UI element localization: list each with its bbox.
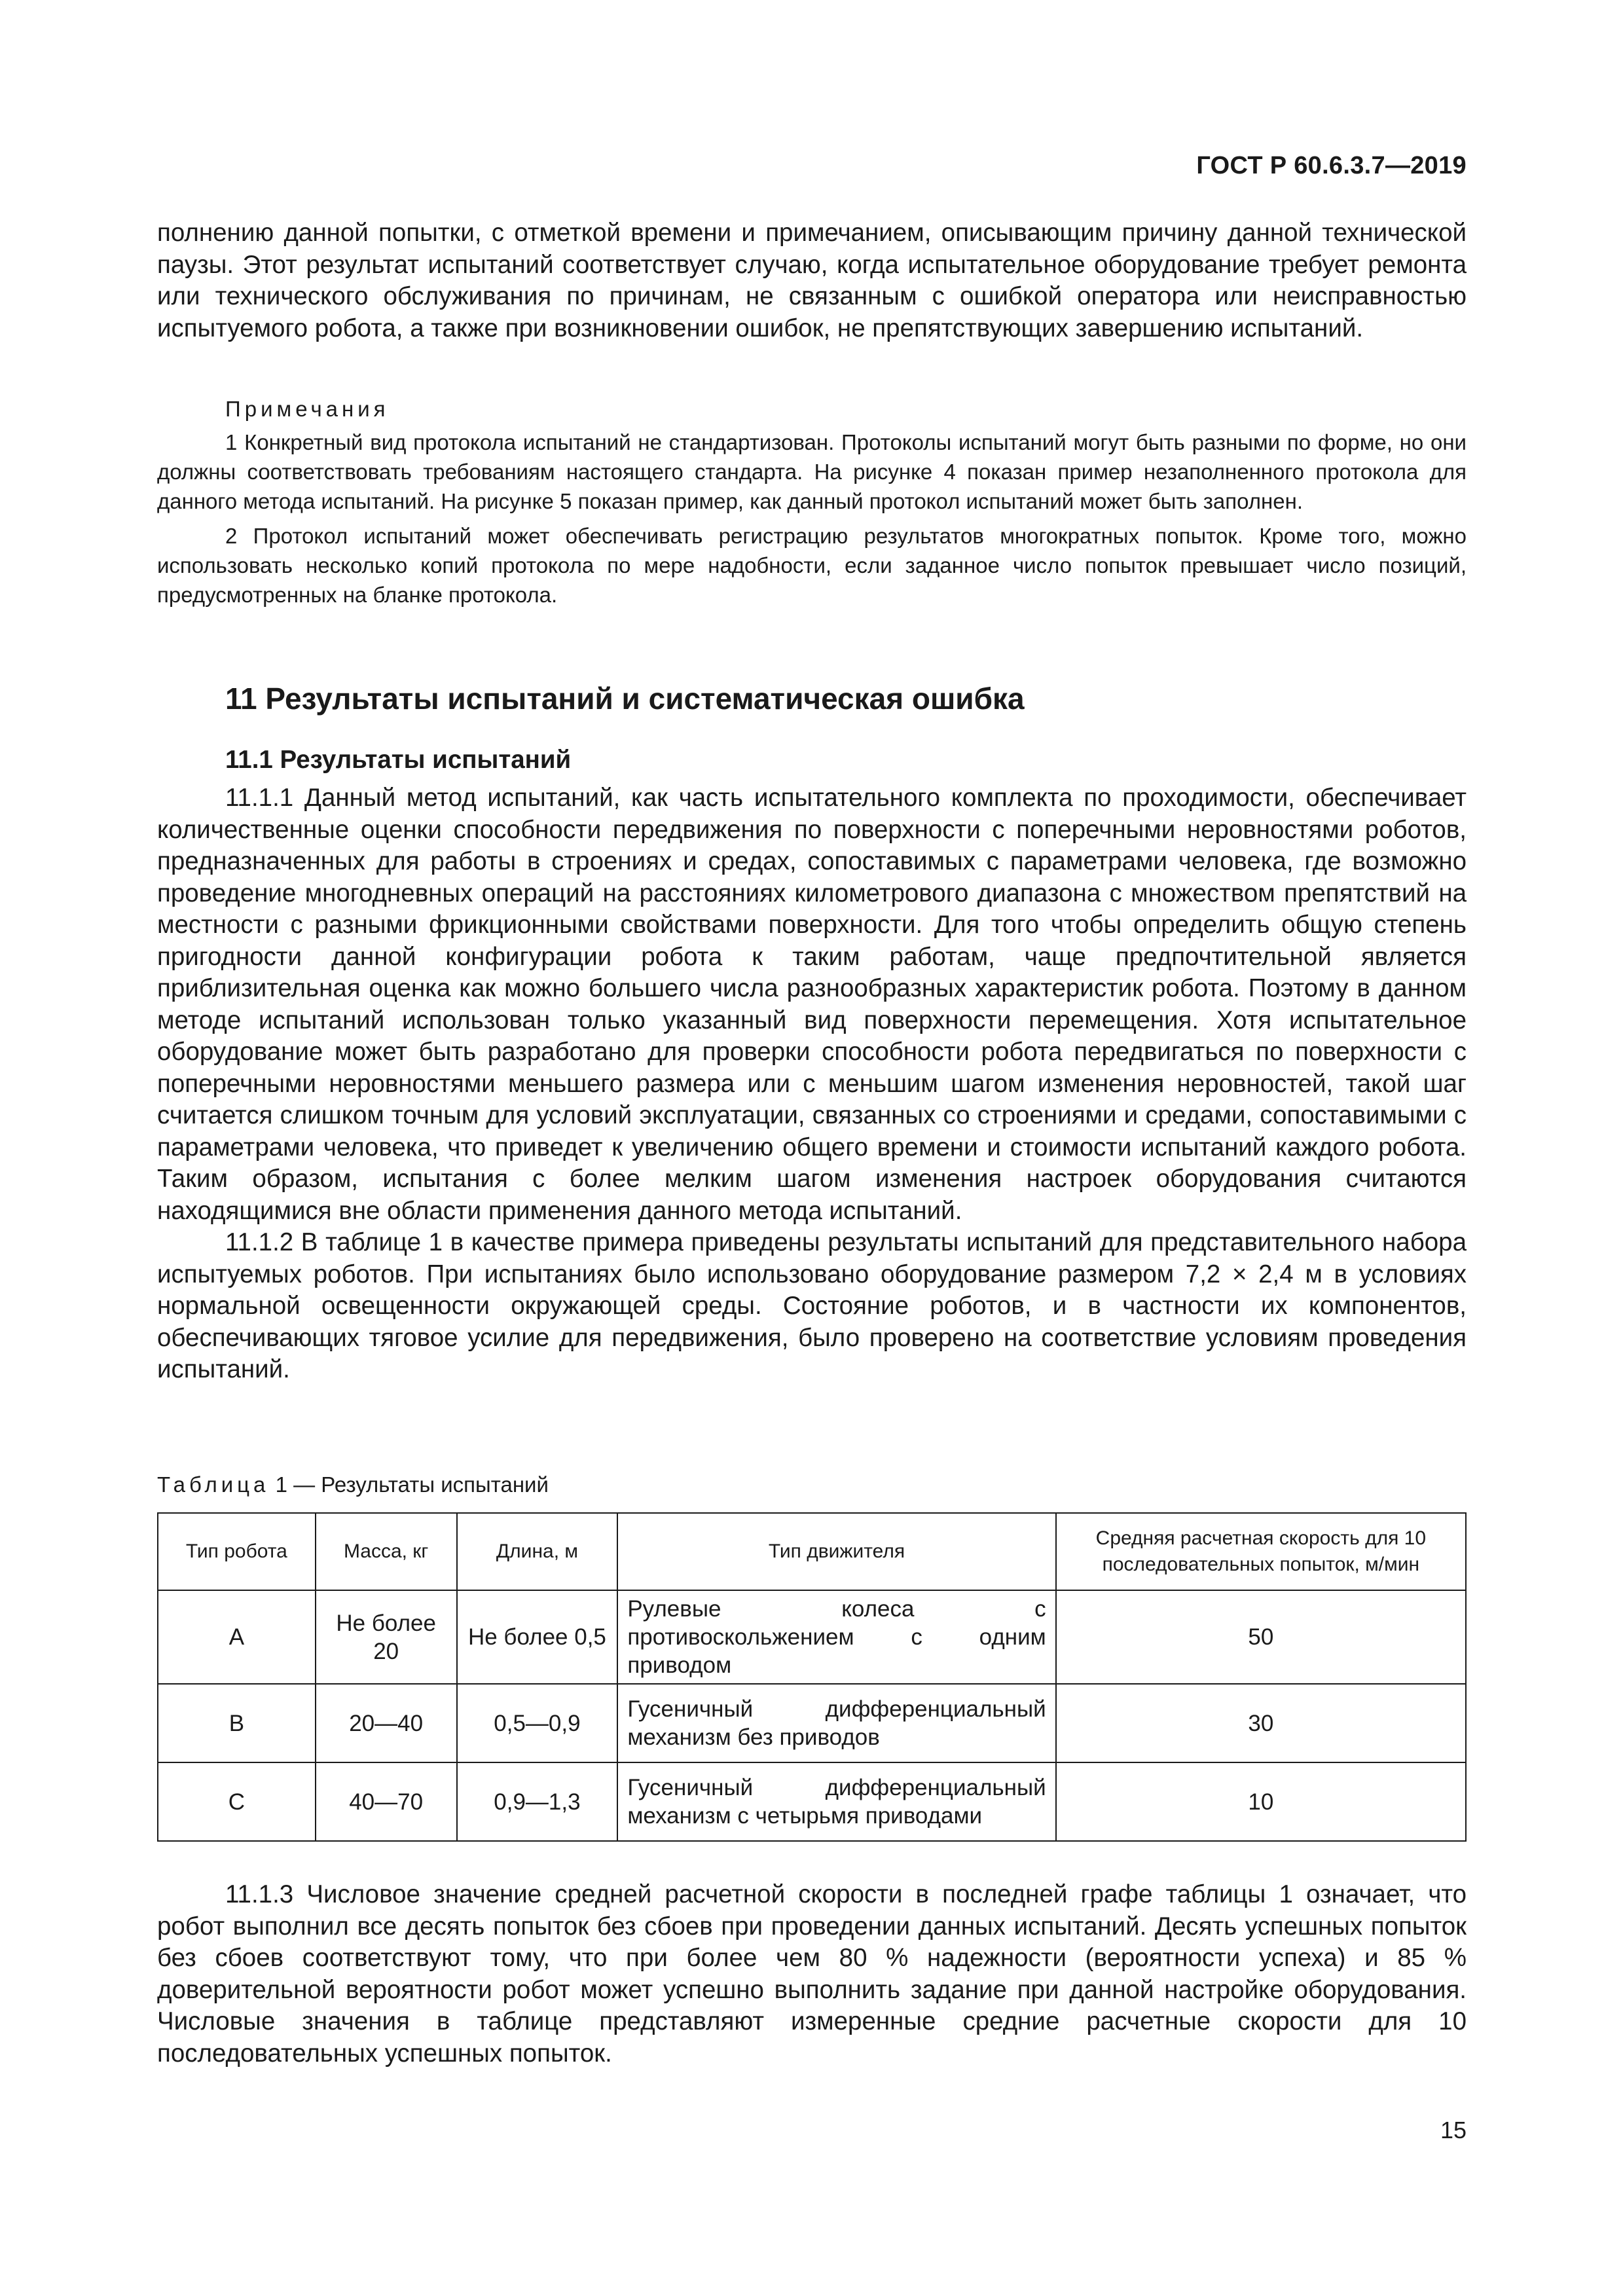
cell-robot-type: B: [158, 1684, 316, 1762]
header-length: Длина, м: [457, 1513, 618, 1590]
table-header-row: [158, 1513, 1466, 1590]
cell-length: Не более 0,5: [457, 1590, 618, 1684]
subsection-title: 11.1 Результаты испытаний: [225, 746, 572, 774]
header-average-speed: Средняя расчетная скорость для 10 последовательных попыток, м/мин: [1056, 1513, 1466, 1590]
paragraph-11-1-2: 11.1.2 В таблице 1 в качестве примера приведены результаты испытаний для представительного набора испытуемых роботов. При испытаниях было использовано оборудование размером 7,2 × 2,4 м в условиях нормальной освещенности окружающей среды. Состояние роботов, и в частности их компонентов, обеспечивающих тяговое усилие для передвижения, было проверено на соответствие условиям проведения испытаний.: [157, 1228, 1467, 1383]
cell-mass: 40—70: [316, 1762, 457, 1841]
cell-average-speed: 30: [1056, 1684, 1466, 1762]
notes-block: [157, 394, 1467, 610]
paragraph-11-1-3: 11.1.3 Числовое значение средней расчетной скорости в последней графе таблицы 1 означает, что робот выполнил все десять попыток без сбоев при проведении данных испытаний. Десять успешных попыток без сбоев соответствуют тому, что при более чем 80 % надежности (вероятности успеха) и 85 % доверительной вероятности робот может успешно выполнить задание при данной настройке оборудования. Числовые значения в таблице представляют измеренные средние расчетные скорости для 10 последовательных успешных попыток.: [157, 1880, 1467, 2068]
page-number: 15: [1440, 2117, 1467, 2143]
intro-paragraph: полнению данной попытки, с отметкой времени и примечанием, описывающим причину данной технической паузы. Этот результат испытаний соответствует случаю, когда испытательное оборудование требует ремонта или технического обслуживания по причинам, не связанным с ошибкой оператора или неисправностью испытуемого робота, а также при возникновении ошибок, не препятствующих завершению испытаний.: [157, 219, 1467, 342]
table-caption-word: Таблица: [157, 1472, 270, 1497]
table-caption: [157, 1472, 549, 1497]
header-robot-type: Тип робота: [158, 1513, 316, 1590]
cell-drive-type: Гусеничный дифференциальный механизм без приводов: [617, 1684, 1055, 1762]
cell-drive-type: Рулевые колеса с противоскольжением с одним приводом: [617, 1590, 1055, 1684]
table-row: [158, 1762, 1466, 1841]
cell-robot-type: C: [158, 1762, 316, 1841]
note-1: 1 Конкретный вид протокола испытаний не стандартизован. Протоколы испытаний могут быть разными по форме, но они должны соответствовать требованиям настоящего стандарта. На рисунке 4 показан пример незаполненного протокола для данного метода испытаний. На рисунке 5 показан пример, как данный протокол испытаний может быть заполнен.: [157, 430, 1467, 513]
section-title: 11 Результаты испытаний и систематическая ошибка: [225, 682, 1025, 716]
note-2: 2 Протокол испытаний может обеспечивать регистрацию результатов многократных попыток. Кроме того, можно использовать несколько копий протокола по мере надобности, если заданное число попыток превышает число позиций, предусмотренных на бланке протокола.: [157, 524, 1467, 607]
table-row: [158, 1684, 1466, 1762]
notes-title: Примечания: [225, 397, 390, 421]
closing-paragraph-block: [157, 1879, 1467, 2069]
cell-average-speed: 50: [1056, 1590, 1466, 1684]
cell-drive-type: Гусеничный дифференциальный механизм с четырьмя приводами: [617, 1762, 1055, 1841]
document-page: [157, 0, 1467, 2296]
results-table: [157, 1512, 1467, 1842]
section-paragraphs: [157, 782, 1467, 1386]
intro-paragraph-block: [157, 217, 1467, 344]
header-mass: Масса, кг: [316, 1513, 457, 1590]
standard-code: ГОСТ Р 60.6.3.7—2019: [1196, 152, 1467, 179]
header-drive-type: Тип движителя: [617, 1513, 1055, 1590]
cell-length: 0,9—1,3: [457, 1762, 618, 1841]
cell-robot-type: A: [158, 1590, 316, 1684]
cell-mass: Не более 20: [316, 1590, 457, 1684]
table-row: [158, 1590, 1466, 1684]
cell-length: 0,5—0,9: [457, 1684, 618, 1762]
paragraph-11-1-1: 11.1.1 Данный метод испытаний, как часть испытательного комплекта по проходимости, обеспечивает количественные оценки способности передвижения по поверхности с поперечными неровностями роботов, предназначенных для работы в строениях и средах, сопоставимых с параметрами человека, где возможно проведение многодневных операций на расстояниях километрового диапазона с множеством препятствий на местности с разными фрикционными свойствами поверхности. Для того чтобы определить общую степень пригодности данной конфигурации робота к таким работам, чаще предпочтительной является приблизительная оценка как можно большего числа разнообразных характеристик робота. Поэтому в данном методе испытаний использован только указанный вид поверхности перемещения. Хотя испытательное оборудование может быть разработано для проверки способности робота передвигаться по поверхности с поперечными неровностями меньшего размера или с меньшим шагом изменения неровностей, такой шаг считается слишком точным для условий эксплуатации, связанных со строениями и средами, сопоставимыми с параметрами человека, что приведет к увеличению общего времени и стоимости испытаний каждого робота. Таким образом, испытания с более мелким шагом изменения настроек оборудования считаются находящимися вне области применения данного метода испытаний.: [157, 784, 1467, 1225]
table-caption-text: 1 — Результаты испытаний: [275, 1472, 549, 1497]
cell-mass: 20—40: [316, 1684, 457, 1762]
cell-average-speed: 10: [1056, 1762, 1466, 1841]
